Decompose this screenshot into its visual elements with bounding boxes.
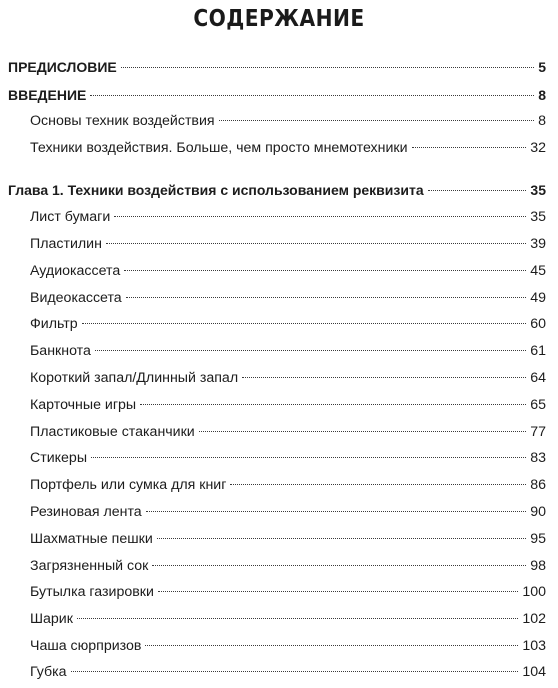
toc-entry bbox=[30, 206, 546, 228]
dot-leader bbox=[71, 671, 519, 672]
toc-entry-page-number: 86 bbox=[530, 477, 546, 493]
dot-leader bbox=[219, 120, 535, 121]
dot-leader bbox=[114, 216, 526, 217]
toc-entry-page-number: 77 bbox=[530, 424, 546, 440]
dot-leader bbox=[199, 431, 526, 432]
toc-entry bbox=[30, 421, 546, 443]
toc-entry-title: Лист бумаги bbox=[30, 209, 111, 225]
dot-leader bbox=[126, 297, 527, 298]
toc-entry-title: Видеокассета bbox=[30, 290, 122, 306]
dot-leader bbox=[152, 565, 526, 566]
dot-leader bbox=[106, 243, 526, 244]
toc-entry bbox=[30, 367, 546, 389]
toc-entry-title: Пластилин bbox=[30, 236, 102, 252]
toc-entry-page-number: 60 bbox=[530, 316, 546, 332]
toc-entry-title: Загрязненный сок bbox=[30, 558, 149, 574]
dot-leader bbox=[242, 377, 526, 378]
toc-entry-title: Шарик bbox=[30, 611, 73, 627]
toc-entry bbox=[30, 394, 546, 416]
toc-entry bbox=[30, 313, 546, 335]
toc-entry bbox=[30, 528, 546, 550]
toc-entry bbox=[30, 501, 546, 523]
toc-entry-page-number: 61 bbox=[530, 343, 546, 359]
toc-entry bbox=[8, 179, 546, 201]
toc-entry-title: Аудиокассета bbox=[30, 263, 121, 279]
toc-entry bbox=[8, 56, 546, 78]
dot-leader bbox=[82, 323, 527, 324]
toc-entry-title: Бутылка газировки bbox=[30, 584, 154, 600]
toc-entry-page-number: 5 bbox=[538, 59, 546, 75]
dot-leader bbox=[157, 538, 526, 539]
toc-entry-page-number: 103 bbox=[522, 638, 546, 654]
dot-leader bbox=[145, 645, 518, 646]
toc-entry-title: Губка bbox=[30, 664, 67, 680]
toc-entry-page-number: 102 bbox=[522, 611, 546, 627]
toc-entry-page-number: 83 bbox=[530, 450, 546, 466]
toc-entry-page-number: 39 bbox=[530, 236, 546, 252]
toc-entry-page-number: 8 bbox=[538, 113, 546, 129]
dot-leader bbox=[158, 591, 518, 592]
toc-entry-title: Шахматные пешки bbox=[30, 531, 153, 547]
toc-entry-title: Основы техник воздействия bbox=[30, 113, 215, 129]
toc-entry-page-number: 32 bbox=[530, 140, 546, 156]
toc-entry-page-number: 35 bbox=[530, 209, 546, 225]
toc-entry bbox=[30, 635, 546, 657]
toc-entry bbox=[30, 287, 546, 309]
toc-entry-page-number: 45 bbox=[530, 263, 546, 279]
toc-entry-page-number: 98 bbox=[530, 558, 546, 574]
dot-leader bbox=[124, 270, 526, 271]
page-title: СОДЕРЖАНИЕ bbox=[193, 6, 365, 32]
toc-entry bbox=[30, 340, 546, 362]
toc-entry-title: Стикеры bbox=[30, 450, 88, 466]
toc-entry-title: Техники воздействия. Больше, чем просто мнемотехники bbox=[30, 140, 408, 156]
toc-entry-title: Глава 1. Техники воздействия с использованием реквизита bbox=[8, 182, 424, 198]
toc-entry bbox=[8, 84, 546, 106]
toc-entry-page-number: 8 bbox=[538, 87, 546, 103]
dot-leader bbox=[428, 190, 527, 191]
toc-entry-title: Карточные игры bbox=[30, 397, 137, 413]
toc-entry-title: Резиновая лента bbox=[30, 504, 142, 520]
dot-leader bbox=[90, 95, 534, 96]
dot-leader bbox=[146, 511, 527, 512]
toc-entry-title: Пластиковые стаканчики bbox=[30, 424, 195, 440]
toc-entry-title: Короткий запал/Длинный запал bbox=[30, 370, 239, 386]
dot-leader bbox=[77, 618, 518, 619]
toc-entry bbox=[30, 260, 546, 282]
toc-entry-page-number: 65 bbox=[530, 397, 546, 413]
toc-entry-title: ВВЕДЕНИЕ bbox=[8, 87, 87, 103]
toc-entry-page-number: 90 bbox=[530, 504, 546, 520]
toc-entry-page-number: 64 bbox=[530, 370, 546, 386]
toc-entry-page-number: 100 bbox=[522, 584, 546, 600]
toc-entry-page-number: 95 bbox=[530, 531, 546, 547]
toc-entry-title: Чаша сюрпризов bbox=[30, 638, 142, 654]
toc-entry bbox=[30, 137, 546, 159]
toc-entry bbox=[30, 581, 546, 603]
toc-entry bbox=[30, 447, 546, 469]
toc-entry-page-number: 35 bbox=[530, 182, 546, 198]
toc-entry bbox=[30, 555, 546, 577]
dot-leader bbox=[121, 67, 534, 68]
toc-entry bbox=[30, 474, 546, 496]
toc-entry-page-number: 49 bbox=[530, 290, 546, 306]
toc-entry-title: Фильтр bbox=[30, 316, 78, 332]
toc-entry-title: ПРЕДИСЛОВИЕ bbox=[8, 59, 117, 75]
dot-leader bbox=[95, 350, 526, 351]
toc-entry-title: Банкнота bbox=[30, 343, 91, 359]
toc-entry-title: Портфель или сумка для книг bbox=[30, 477, 227, 493]
toc-entry bbox=[30, 661, 546, 683]
dot-leader bbox=[230, 484, 526, 485]
dot-leader bbox=[412, 147, 527, 148]
dot-leader bbox=[91, 457, 526, 458]
dot-leader bbox=[140, 404, 526, 405]
toc-entry bbox=[30, 110, 546, 132]
toc-entry bbox=[30, 233, 546, 255]
toc-entry-page-number: 104 bbox=[522, 664, 546, 680]
toc-entry bbox=[30, 608, 546, 630]
